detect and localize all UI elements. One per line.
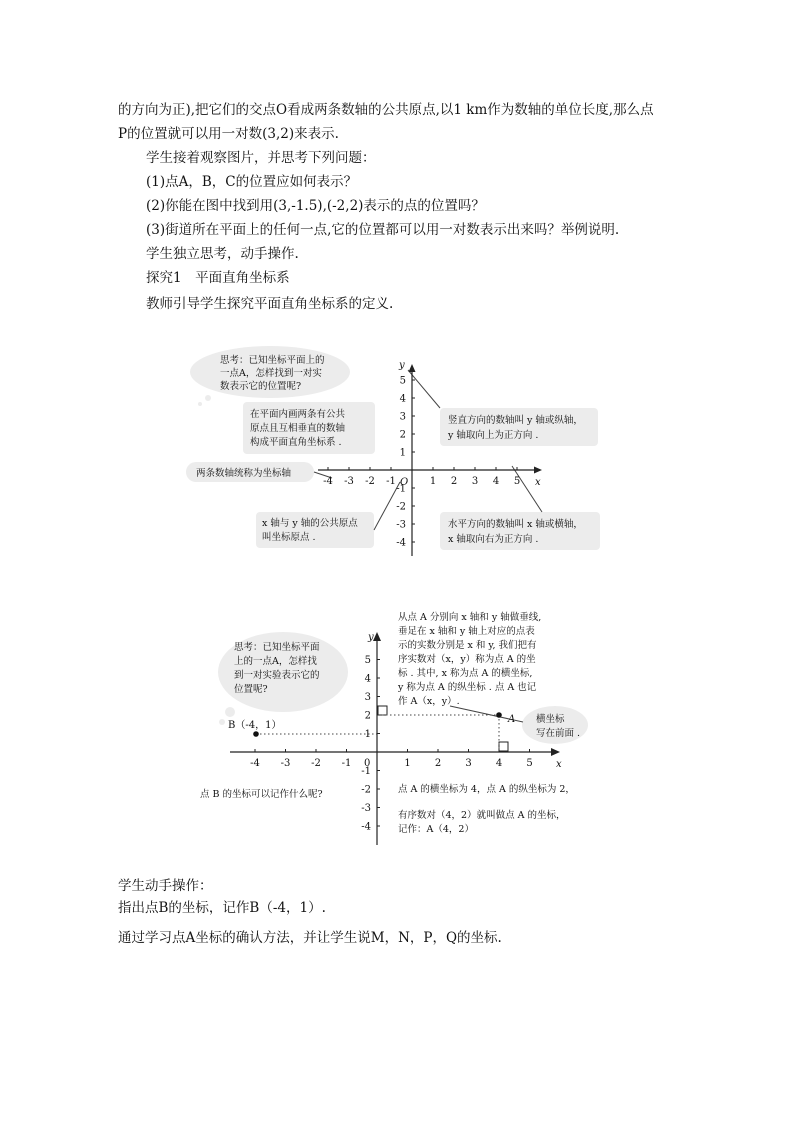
y-axis-arrow xyxy=(373,632,381,641)
y-tick-label: -3 xyxy=(361,803,371,814)
section-explore-heading: 探究1 平面直角坐标系 xyxy=(146,270,290,286)
y-tick-label: -2 xyxy=(361,784,371,796)
abscissa-note-line: 写在前面 . xyxy=(536,728,581,739)
x-tick-label: 1 xyxy=(404,758,411,769)
x-tick-label: -4 xyxy=(250,758,260,769)
think-text-line: 一点A，怎样找到一对实 xyxy=(220,368,322,379)
y-tick-label: -3 xyxy=(396,519,406,531)
definition-text-line: 在平面内画两条有公共 xyxy=(250,409,346,420)
closing-line: 通过学习点A坐标的确认方法，并让学生说M，N，P，Q的坐标. xyxy=(118,930,502,946)
think-cloud-dot xyxy=(225,707,235,717)
think-text-line: 到一对实验表示它的 xyxy=(234,670,320,681)
think-text-line: 上的一点A，怎样找 xyxy=(234,656,317,667)
x-tick-label: 2 xyxy=(450,476,458,487)
question-3: (3)街道所在平面上的任何一点,它的位置都可以用一对数表示出来吗？举例说明. xyxy=(146,222,620,238)
y-tick-label: -1 xyxy=(396,483,406,495)
explain-line: 标 . 其中, x 称为点 A 的横坐标, xyxy=(398,668,533,679)
x-tick-label: 5 xyxy=(513,476,521,487)
think-text-line: 位置呢? xyxy=(234,684,268,695)
y-tick-label: 2 xyxy=(399,429,406,441)
y-tick-label: 5 xyxy=(399,375,406,387)
x-axis-arrow xyxy=(551,748,560,756)
y-tick-label: -2 xyxy=(396,501,406,513)
y-axis-label: y xyxy=(368,632,374,643)
operation-title: 学生动手操作： xyxy=(118,878,213,894)
horizontal-note-line: x 轴取向右为正方向 . xyxy=(448,534,539,545)
ordered-pair-line: 记作：A（4，2） xyxy=(398,824,474,835)
x-tick-label: 1 xyxy=(429,476,437,487)
x-tick-label: -1 xyxy=(341,758,352,769)
operation-line: 指出点B的坐标，记作B（-4，1）. xyxy=(118,900,326,916)
think-cloud-dot xyxy=(219,719,225,725)
explain-line: 作 A（x，y）. xyxy=(398,696,460,707)
y-tick-label: -1 xyxy=(361,766,371,777)
vertical-note-line: y 轴取向上为正方向 . xyxy=(448,430,539,441)
x-tick-label: -2 xyxy=(365,476,375,487)
y-tick-label: 1 xyxy=(364,729,371,740)
x-tick-label: 3 xyxy=(471,476,479,487)
x-tick-label: -3 xyxy=(344,476,354,487)
x-tick-label: 4 xyxy=(492,476,500,487)
x-tick-label: -2 xyxy=(311,758,321,769)
right-angle-marker xyxy=(499,742,508,751)
definition-text-line: 构成平面直角坐标系 . xyxy=(250,437,342,448)
think-text-line: 思考：已知坐标平面 xyxy=(234,642,320,653)
x-tick-label: 2 xyxy=(434,758,442,769)
y-tick-label: 3 xyxy=(364,692,371,703)
x-tick-label: -3 xyxy=(280,758,291,769)
question-2: (2)你能在图中找到用(3,-1.5),(-2,2)表示的点的位置吗？ xyxy=(146,198,485,214)
vertical-note-line: 竖直方向的数轴叫 y 轴或纵轴， xyxy=(448,415,583,426)
y-tick-label: 2 xyxy=(364,710,371,722)
text-line-2: P的位置就可以用一对数(3,2)来表示. xyxy=(118,126,339,142)
y-tick-label: 4 xyxy=(364,673,371,685)
point-a-coordinate-note: 点 A 的横坐标为 4，点 A 的纵坐标为 2， xyxy=(398,784,575,795)
abscissa-note-line: 横坐标 xyxy=(536,714,565,725)
explain-line: 序实数对（x，y）称为点 A 的坐 xyxy=(398,654,536,665)
right-angle-marker xyxy=(378,706,387,715)
text-line-3: 学生接着观察图片，并思考下列问题： xyxy=(146,150,376,166)
think-text-line: 思考：已知坐标平面上的 xyxy=(220,355,325,366)
y-tick-label: -4 xyxy=(396,537,406,549)
point-b xyxy=(253,731,259,737)
point-b-label: B（-4，1） xyxy=(228,720,282,731)
origin-label: O xyxy=(400,477,409,488)
y-axis-label: y xyxy=(399,360,405,371)
text-line-5: 教师引导学生探究平面直角坐标系的定义. xyxy=(146,296,394,312)
axes-name-text: 两条数轴统称为坐标轴 xyxy=(196,468,292,479)
origin-label: 0 xyxy=(364,758,371,769)
origin-note-line: x 轴与 y 轴的公共原点 xyxy=(262,518,358,529)
y-tick-label: 4 xyxy=(399,393,406,405)
x-tick-label: -4 xyxy=(323,476,333,487)
question-1: (1)点A，B，C的位置应如何表示？ xyxy=(146,174,358,190)
x-tick-label: 4 xyxy=(495,758,503,769)
text-line-4: 学生独立思考，动手操作. xyxy=(146,246,299,262)
x-tick-label: 5 xyxy=(526,758,533,769)
origin-note-line: 叫坐标原点 . xyxy=(262,532,316,543)
x-axis-label: x xyxy=(556,759,562,770)
point-b-question: 点 B 的坐标可以记作什么呢? xyxy=(200,789,323,800)
point-a-label: A xyxy=(508,714,516,725)
think-text-line: 数表示它的位置呢? xyxy=(220,381,302,392)
y-tick-label: 3 xyxy=(399,411,406,423)
explain-line: 垂足在 x 轴和 y 轴上对应的点表 xyxy=(398,626,535,637)
x-axis-label: x xyxy=(535,477,541,488)
point-a xyxy=(496,712,502,718)
x-tick-label: -1 xyxy=(386,476,396,487)
explain-line: 从点 A 分别向 x 轴和 y 轴做垂线, xyxy=(398,612,542,623)
y-tick-label: -4 xyxy=(361,821,371,833)
explain-line: y 称为点 A 的纵坐标 . 点 A 也记 xyxy=(398,682,537,693)
text-line-1: 的方向为正),把它们的交点O看成两条数轴的公共原点,以1 km作为数轴的单位长度,那么点 xyxy=(118,102,654,118)
y-tick-label: 5 xyxy=(364,655,371,666)
x-tick-label: 3 xyxy=(465,758,472,769)
horizontal-note-line: 水平方向的数轴叫 x 轴或横轴， xyxy=(448,519,583,530)
y-tick-label: 1 xyxy=(399,447,406,459)
ordered-pair-line: 有序数对（4，2）就叫做点 A 的坐标， xyxy=(398,810,566,821)
explain-line: 示的实数分别是 x 和 y, 我们把有 xyxy=(398,640,537,651)
definition-text-line: 原点且互相垂直的数轴 xyxy=(250,423,346,434)
